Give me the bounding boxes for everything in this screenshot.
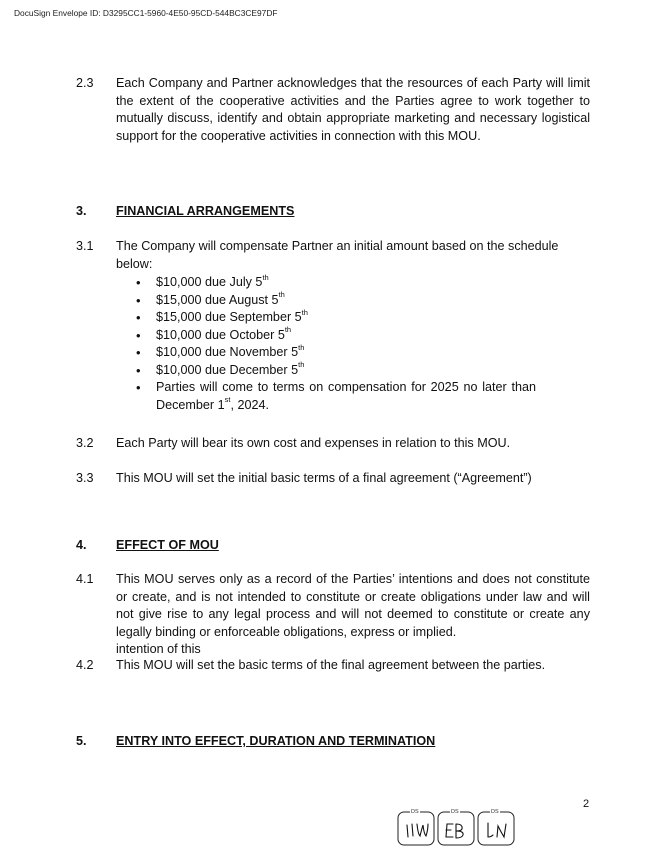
schedule-item: • $10,000 due December 5th xyxy=(116,362,590,380)
clause-number: 3.2 xyxy=(76,436,94,450)
section-number: 5. xyxy=(76,734,87,748)
section-number: 4. xyxy=(76,538,87,552)
schedule-item: • Parties will come to terms on compensation for 2025 no later than December 1st, 2024. xyxy=(116,379,536,414)
clause-3-3 xyxy=(76,470,590,488)
page-number: 2 xyxy=(583,798,590,810)
clause-number: 3.3 xyxy=(76,471,94,485)
initials-drawing-eb xyxy=(437,810,475,846)
section-title: ENTRY INTO EFFECT, DURATION AND TERMINATION xyxy=(116,734,436,748)
clause-4-1 xyxy=(76,571,590,659)
clause-text: This MOU will set the basic terms of the final agreement between the parties. xyxy=(116,658,546,672)
clause-3-2 xyxy=(76,435,590,453)
clause-number: 2.3 xyxy=(76,76,94,90)
initials-drawing-jw xyxy=(397,810,435,846)
clause-2-3 xyxy=(76,75,590,145)
clause-number: 4.1 xyxy=(76,572,94,586)
schedule-item: • $10,000 due November 5th xyxy=(116,344,590,362)
schedule-item: • $10,000 due October 5th xyxy=(116,327,590,345)
payment-schedule xyxy=(116,274,590,414)
initials-drawing-ln xyxy=(477,810,515,846)
section-number: 3. xyxy=(76,204,87,218)
clause-text: This MOU serves only as a record of the Parties’ intentions and does not constitute or create, and is not intended to constitute or create obligations under law and will not give rise to any legal process and will not deemed to constitute or create any legally binding or enforceable obligations, express or implied. xyxy=(116,572,590,639)
clause-4-2 xyxy=(76,657,590,675)
initials-box-2[interactable] xyxy=(437,810,475,846)
section-heading-4 xyxy=(76,537,219,555)
ds-tag: DS xyxy=(411,809,419,815)
schedule-item: • $10,000 due July 5th xyxy=(116,274,590,292)
ds-tag: DS xyxy=(451,809,459,815)
clause-text: The Company will compensate Partner an initial amount based on the schedule below: xyxy=(116,239,559,271)
section-heading-5 xyxy=(76,733,435,751)
clause-text: This MOU will set the initial basic terms of a final agreement (“Agreement”) xyxy=(116,471,532,485)
clause-trailing-text: intention of this xyxy=(116,642,201,656)
initials-box-3[interactable] xyxy=(477,810,515,846)
section-title: EFFECT OF MOU xyxy=(116,538,219,552)
clause-text: Each Company and Partner acknowledges that the resources of each Party will limit the extent of the cooperative activities and the Parties agree to work together to mutually discuss, identify and obtain appropriate marketing and necessary logistical support for the cooperative activities in connection with this MOU. xyxy=(116,76,590,143)
section-heading-3 xyxy=(76,203,294,221)
initials-box-1[interactable] xyxy=(397,810,435,846)
clause-number: 4.2 xyxy=(76,658,94,672)
section-title: FINANCIAL ARRANGEMENTS xyxy=(116,204,295,218)
schedule-item: • $15,000 due August 5th xyxy=(116,292,590,310)
schedule-item: • $15,000 due September 5th xyxy=(116,309,590,327)
ds-tag: DS xyxy=(491,809,499,815)
clause-3-1 xyxy=(76,238,590,414)
clause-number: 3.1 xyxy=(76,239,94,253)
envelope-id: DocuSign Envelope ID: D3295CC1-5960-4E50-95CD-544BC3CE97DF xyxy=(14,8,278,18)
clause-text: Each Party will bear its own cost and expenses in relation to this MOU. xyxy=(116,436,511,450)
